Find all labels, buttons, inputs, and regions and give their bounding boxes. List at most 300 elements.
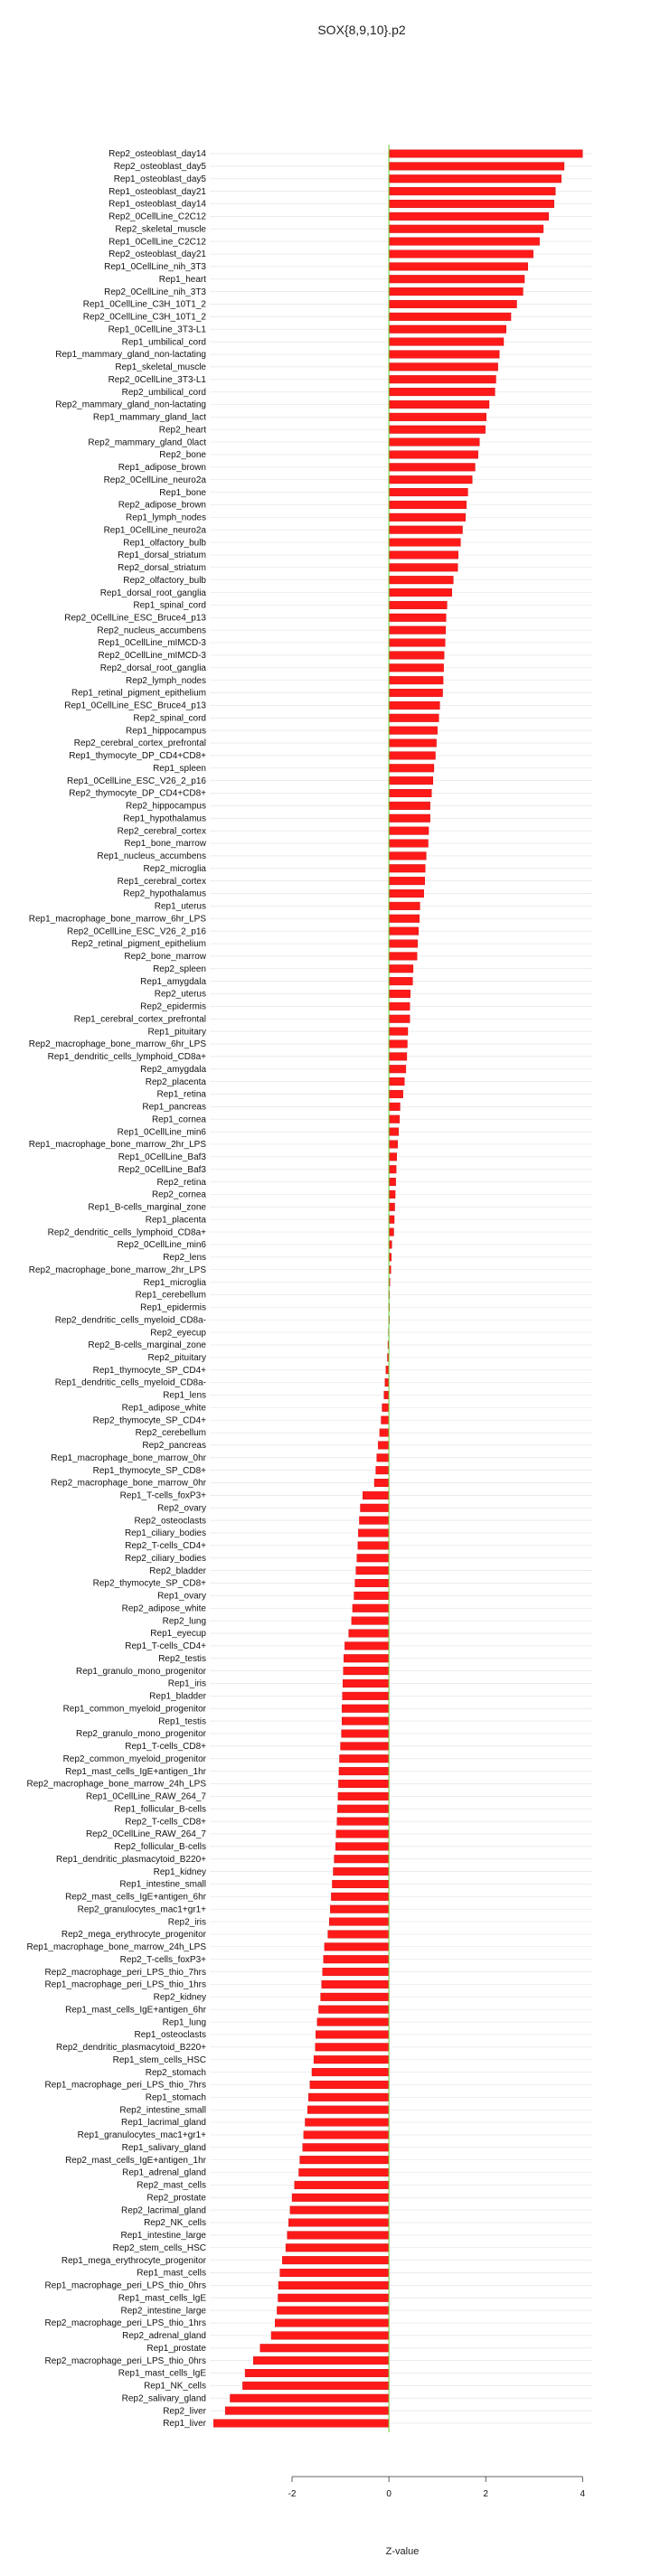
category-label: Rep1_macrophage_bone_marrow_0hr [51,1453,206,1463]
category-label: Rep1_common_myeloid_progenitor [62,1704,206,1715]
bar-Rep2_macrophage_peri_LPS_thio_1hrs [275,2319,389,2327]
bar-Rep2_placenta [389,1077,404,1086]
category-label: Rep2_ovary [157,1503,206,1514]
category-label: Rep1_osteoblast_day14 [108,199,206,210]
category-label: Rep2_follicular_B-cells [114,1842,206,1853]
bar-Rep2_spinal_cord [389,714,439,722]
bar-Rep2_epidermis [389,1002,410,1011]
x-tick-label: 4 [580,2489,586,2499]
category-label: Rep2_0CellLine_nih_3T3 [104,287,206,297]
bar-Rep2_0CellLine_neuro2a [389,475,472,484]
category-label: Rep1_0CellLine_min6 [117,1127,206,1138]
category-label: Rep1_hippocampus [126,726,206,737]
bar-Rep2_dorsal_root_ganglia [389,663,444,672]
bar-Rep2_intestine_small [307,2106,389,2114]
bar-Rep1_bladder [343,1692,389,1700]
bar-Rep2_nucleus_accumbens [389,626,446,635]
bar-Rep2_lacrimal_gland [290,2206,389,2214]
x-axis-label: Z-value [385,2546,420,2557]
bar-Rep2_uterus [389,990,410,998]
bar-Rep1_umbilical_cord [389,338,504,346]
category-label: Rep2_intestine_large [120,2306,206,2317]
bar-Rep1_0CellLine_ESC_V26_2_p16 [389,776,433,785]
category-label: Rep1_dendritic_plasmacytoid_B220+ [56,1854,206,1865]
bar-Rep1_intestine_large [288,2232,389,2240]
category-label: Rep1_cornea [151,1114,206,1125]
bar-Rep2_umbilical_cord [389,388,495,396]
bar-Rep2_macrophage_peri_LPS_thio_0hrs [253,2356,389,2364]
category-label: Rep2_mega_erythrocyte_progenitor [61,1930,206,1941]
category-label: Rep2_lacrimal_gland [121,2205,206,2216]
bar-Rep2_mast_cells_IgE+antigen_6hr [331,1893,389,1901]
category-label: Rep1_cerebral_cortex [117,876,206,887]
bar-Rep1_dendritic_cells_lymphoid_CD8a+ [389,1053,407,1061]
bar-Rep1_granulo_mono_progenitor [344,1667,389,1675]
category-label: Rep1_0CellLine_3T3-L1 [108,324,206,335]
bar-Rep2_stomach [312,2068,389,2076]
bars [213,150,582,2428]
category-label: Rep1_dorsal_root_ganglia [99,588,206,598]
category-label: Rep1_bladder [149,1691,206,1702]
bar-Rep2_hippocampus [389,802,430,810]
category-label: Rep1_macrophage_bone_marrow_24h_LPS [26,1942,206,1953]
bar-Rep1_hypothalamus [389,814,430,823]
category-label: Rep1_cerebellum [135,1290,206,1301]
bar-Rep1_lens [384,1391,389,1399]
bar-Rep2_0CellLine_ESC_Bruce4_p13 [389,614,446,622]
bar-Rep1_T-cells_foxP3+ [363,1491,389,1500]
bar-Rep1_mast_cells_IgE [245,2369,389,2377]
bar-Rep2_salivary_gland [230,2394,389,2402]
category-label: Rep2_thymocyte_SP_CD4+ [92,1415,206,1426]
category-label: Rep2_retina [156,1177,206,1188]
category-label: Rep2_thymocyte_SP_CD8+ [92,1578,206,1589]
bar-Rep1_stomach [308,2093,389,2101]
bar-Rep1_dorsal_root_ganglia [389,588,452,597]
category-label: Rep2_bone [159,450,206,461]
category-label: Rep2_0CellLine_mIMCD-3 [98,651,206,662]
bar-Rep1_salivary_gland [303,2143,389,2151]
bar-Rep2_liver [225,2407,389,2415]
category-label: Rep2_stem_cells_HSC [112,2242,206,2253]
bar-Rep2_NK_cells [288,2219,389,2227]
category-label: Rep2_salivary_gland [121,2393,206,2404]
category-label: Rep2_0CellLine_ESC_V26_2_p16 [66,926,206,937]
bar-Rep2_macrophage_bone_marrow_6hr_LPS [389,1040,407,1048]
category-label: Rep1_macrophage_peri_LPS_thio_1hrs [44,1979,206,1990]
category-label: Rep1_thymocyte_DP_CD4+CD8+ [69,751,206,762]
category-label: Rep1_granulocytes_mac1+gr1+ [77,2130,206,2141]
bar-Rep2_common_myeloid_progenitor [339,1754,389,1763]
category-label: Rep2_umbilical_cord [121,387,206,398]
category-label: Rep2_microglia [143,863,206,874]
bar-Rep1_adipose_brown [389,464,475,472]
bar-Rep2_retina [389,1178,395,1186]
bar-Rep1_thymocyte_SP_CD8+ [376,1466,389,1474]
bar-Rep2_0CellLine_nih_3T3 [389,287,523,296]
category-label: Rep1_0CellLine_nih_3T3 [104,262,206,273]
bar-Rep2_dendritic_cells_lymphoid_CD8a+ [389,1228,393,1236]
bar-Rep1_eyecup [349,1630,389,1638]
category-label: Rep2_kidney [153,1992,206,2003]
category-label: Rep1_placenta [145,1215,206,1226]
bar-Rep1_placenta [389,1216,394,1224]
category-label: Rep2_retinal_pigment_epithelium [71,939,206,950]
bar-Rep1_mast_cells_IgE+antigen_1hr [339,1767,389,1775]
bar-Rep2_iris [329,1918,389,1926]
bar-Rep2_thymocyte_DP_CD4+CD8+ [389,789,431,797]
bar-Rep2_0CellLine_3T3-L1 [389,375,495,383]
category-label: Rep2_0CellLine_C3H_10T1_2 [82,312,206,323]
bar-Rep2_osteoblast_day14 [389,150,582,158]
bar-Rep1_osteoclasts [316,2031,389,2039]
bar-Rep1_0CellLine_RAW_264_7 [338,1792,389,1800]
bar-Rep1_mammary_gland_lact [389,413,486,421]
category-label: Rep2_epidermis [140,1001,206,1012]
category-label: Rep2_adipose_white [121,1603,206,1614]
bar-Rep1_cornea [389,1115,400,1123]
bar-Rep2_bone_marrow [389,953,417,961]
category-label: Rep1_iris [167,1678,206,1689]
bar-Rep1_pancreas [389,1103,400,1111]
category-label: Rep1_T-cells_CD4+ [125,1641,206,1652]
bar-Rep1_0CellLine_ESC_Bruce4_p13 [389,701,439,710]
bar-Rep1_0CellLine_Baf3 [389,1153,397,1161]
category-label: Rep2_heart [158,425,206,436]
bar-Rep1_mammary_gland_non-lactating [389,351,499,359]
bar-Rep1_macrophage_bone_marrow_0hr [377,1453,389,1462]
category-label: Rep2_iris [167,1917,206,1928]
bar-Rep2_mammary_gland_non-lactating [389,400,489,409]
bar-Rep1_stem_cells_HSC [314,2055,389,2064]
bar-Rep1_lung [317,2018,389,2026]
bar-Rep1_olfactory_bulb [389,539,460,547]
bar-Rep1_dendritic_plasmacytoid_B220+ [335,1855,390,1863]
category-label: Rep1_granulo_mono_progenitor [76,1666,206,1677]
category-label: Rep1_intestine_small [119,1879,206,1890]
category-label: Rep1_uterus [154,901,206,912]
category-label: Rep2_granulo_mono_progenitor [76,1729,206,1740]
category-label: Rep2_dendritic_cells_lymphoid_CD8a+ [47,1227,206,1238]
bar-Rep2_osteoblast_day5 [389,163,564,171]
bar-Rep1_skeletal_muscle [389,363,497,371]
bar-Rep2_0CellLine_Baf3 [389,1165,396,1173]
category-label: Rep2_mast_cells_IgE+antigen_1hr [65,2155,206,2166]
bar-Rep2_testis [344,1654,389,1662]
category-label: Rep1_follicular_B-cells [114,1804,206,1815]
category-label: Rep1_stomach [145,2092,206,2103]
category-label: Rep1_mega_erythrocyte_progenitor [61,2255,206,2266]
bar-Rep1_0CellLine_C2C12 [389,238,540,246]
bar-Rep1_pituitary [389,1028,408,1036]
bar-Rep2_cerebral_cortex [389,827,429,835]
category-label: Rep1_skeletal_muscle [115,362,206,373]
category-label: Rep2_testis [158,1653,206,1664]
bar-Rep2_bladder [356,1566,389,1575]
bar-Rep1_cerebral_cortex_prefrontal [389,1015,410,1023]
category-label: Rep1_macrophage_bone_marrow_6hr_LPS [28,914,206,925]
category-label: Rep1_retinal_pigment_epithelium [71,688,206,699]
bar-Rep1_lymph_nodes [389,513,466,522]
category-label: Rep1_0CellLine_ESC_Bruce4_p13 [64,700,206,711]
bar-Rep2_spleen [389,964,413,973]
chart-title: SOX{8,9,10}.p2 [317,23,406,37]
bar-Rep2_0CellLine_RAW_264_7 [336,1830,389,1838]
bar-Rep1_thymocyte_DP_CD4+CD8+ [389,752,435,760]
category-label: Rep2_hippocampus [126,801,206,812]
bar-Rep2_mega_erythrocyte_progenitor [328,1931,389,1939]
category-label: Rep2_prostate [146,2193,206,2204]
bar-Rep2_macrophage_bone_marrow_24h_LPS [338,1780,389,1788]
category-label: Rep1_osteoblast_day21 [108,186,206,197]
category-label: Rep2_cerebellum [135,1428,206,1439]
category-label: Rep1_salivary_gland [121,2142,206,2153]
category-label: Rep1_T-cells_foxP3+ [119,1490,206,1501]
category-label: Rep1_thymocyte_SP_CD4+ [92,1365,206,1376]
bar-Rep1_bone_marrow [389,840,428,848]
category-label: Rep2_macrophage_peri_LPS_thio_1hrs [44,2318,206,2329]
bar-Rep1_uterus [389,902,420,910]
category-label: Rep1_dendritic_cells_myeloid_CD8a- [54,1377,206,1388]
bar-Rep1_follicular_B-cells [337,1805,389,1813]
category-label: Rep2_macrophage_bone_marrow_6hr_LPS [28,1039,206,1050]
bar-Rep1_mega_erythrocyte_progenitor [282,2256,389,2264]
category-label: Rep1_macrophage_peri_LPS_thio_0hrs [44,2280,206,2291]
bar-Rep2_0CellLine_ESC_V26_2_p16 [389,927,419,935]
category-label: Rep1_pancreas [142,1102,206,1113]
bar-Rep1_iris [343,1679,389,1688]
bar-Rep1_retina [389,1090,403,1098]
x-tick-label: -2 [288,2489,297,2499]
bar-Rep2_microglia [389,864,425,872]
category-label: Rep2_spleen [153,964,206,974]
bar-Rep2_adipose_brown [389,501,467,509]
bar-Rep2_mammary_gland_0lact [389,438,479,447]
category-label: Rep1_adrenal_gland [122,2167,206,2178]
category-label: Rep1_epidermis [140,1302,206,1313]
category-label: Rep2_amygdala [140,1064,206,1075]
category-label: Rep2_macrophage_bone_marrow_0hr [51,1478,206,1489]
bar-Rep1_cerebral_cortex [389,877,425,885]
bar-Rep1_0CellLine_3T3-L1 [389,325,506,334]
category-label: Rep1_ovary [157,1591,206,1602]
category-label: Rep1_0CellLine_C2C12 [108,237,206,248]
category-label: Rep2_bladder [149,1565,206,1576]
category-label: Rep1_dendritic_cells_lymphoid_CD8a+ [47,1052,206,1063]
category-label: Rep1_thymocyte_SP_CD8+ [92,1465,206,1476]
bar-Rep1_T-cells_CD4+ [344,1642,389,1650]
bar-Rep1_adipose_white [382,1404,389,1412]
bar-Rep2_hypothalamus [389,889,424,898]
category-label: Rep1_cerebral_cortex_prefrontal [73,1014,206,1025]
bar-Rep1_mast_cells_IgE [278,2294,389,2302]
category-label: Rep2_stomach [145,2067,206,2078]
bar-Rep2_cerebellum [380,1429,389,1437]
category-label: Rep1_mast_cells_IgE [118,2368,206,2379]
bar-Rep1_intestine_small [332,1880,389,1888]
bar-Rep1_granulocytes_mac1+gr1+ [304,2131,389,2139]
category-label: Rep2_mast_cells [137,2180,206,2191]
category-label: Rep1_macrophage_peri_LPS_thio_7hrs [44,2080,206,2091]
bar-Rep2_granulo_mono_progenitor [342,1730,389,1738]
bar-Rep2_bone [389,451,478,459]
bar-Rep1_bone [389,488,467,496]
bar-Rep1_spleen [389,764,434,772]
bar-Rep2_adrenal_gland [271,2332,389,2340]
category-label: Rep1_kidney [153,1866,206,1877]
category-label: Rep1_amygdala [140,976,206,987]
bar-Rep1_kidney [334,1867,390,1876]
bar-Rep1_macrophage_bone_marrow_2hr_LPS [389,1141,398,1149]
category-label: Rep1_macrophage_bone_marrow_2hr_LPS [28,1140,206,1151]
category-label: Rep2_ciliary_bodies [124,1553,206,1564]
bar-Rep2_prostate [292,2194,389,2202]
bar-Rep1_lacrimal_gland [305,2119,389,2127]
category-label: Rep2_lung [162,1616,206,1627]
bar-Rep1_osteoblast_day21 [389,187,555,195]
category-label: Rep1_testis [158,1716,206,1727]
bar-Rep2_lung [352,1617,389,1625]
x-tick-label: 0 [386,2489,392,2499]
category-label: Rep2_common_myeloid_progenitor [62,1753,206,1764]
category-label: Rep2_0CellLine_Baf3 [118,1164,206,1175]
category-label: Rep1_0CellLine_mIMCD-3 [98,638,206,649]
bar-Rep2_thymocyte_SP_CD4+ [382,1416,390,1424]
category-label: Rep1_0CellLine_neuro2a [103,525,206,536]
bar-Rep2_granulocytes_mac1+gr1+ [330,1905,389,1913]
category-label: Rep2_0CellLine_ESC_Bruce4_p13 [64,613,206,624]
bar-Rep2_cerebral_cortex_prefrontal [389,739,436,747]
category-label: Rep2_cerebral_cortex [117,826,206,837]
category-label: Rep2_0CellLine_RAW_264_7 [85,1829,206,1840]
bar-Rep2_osteoblast_day21 [389,250,533,259]
category-label: Rep2_cerebral_cortex_prefrontal [73,738,206,749]
category-label: Rep2_mammary_gland_0lact [88,437,206,448]
category-label: Rep2_dorsal_striatum [118,563,206,574]
bar-Rep1_testis [342,1717,389,1725]
bar-Rep1_macrophage_bone_marrow_24h_LPS [325,1943,389,1951]
category-label: Rep2_T-cells_CD8+ [125,1817,206,1828]
category-label: Rep1_mast_cells_IgE [118,2293,206,2304]
bar-Rep2_0CellLine_C3H_10T1_2 [389,313,511,321]
category-label: Rep1_mammary_gland_non-lactating [55,350,206,361]
bar-Rep1_T-cells_CD8+ [341,1743,390,1751]
category-label: Rep2_mammary_gland_non-lactating [55,400,206,410]
bar-Rep2_stem_cells_HSC [286,2243,389,2252]
bar-Rep1_adrenal_gland [299,2168,390,2176]
bar-Rep2_macrophage_bone_marrow_0hr [374,1479,389,1487]
category-label: Rep2_lens [163,1253,206,1264]
bar-Rep1_dendritic_cells_myeloid_CD8a- [385,1378,389,1387]
category-label: Rep2_olfactory_bulb [123,575,206,586]
category-label: Rep1_dorsal_striatum [118,550,206,561]
bar-Rep1_mast_cells [280,2269,389,2277]
category-label: Rep2_liver [163,2406,206,2417]
bar-Rep2_osteoclasts [359,1517,389,1525]
category-label: Rep1_lens [163,1390,206,1401]
bar-Rep2_retinal_pigment_epithelium [389,940,418,948]
category-label: Rep2_skeletal_muscle [115,224,206,235]
bar-Rep2_follicular_B-cells [335,1843,389,1851]
category-label: Rep1_0CellLine_ESC_V26_2_p16 [66,776,206,786]
bar-Rep1_ovary [354,1592,390,1600]
bar-Rep1_mast_cells_IgE+antigen_6hr [318,2006,389,2014]
category-label: Rep2_bone_marrow [124,952,206,963]
bar-Rep2_mast_cells_IgE+antigen_1hr [300,2156,390,2164]
category-label: Rep1_liver [163,2419,206,2430]
bar-Rep2_ciliary_bodies [357,1554,389,1562]
bar-Rep2_0CellLine_mIMCD-3 [389,652,444,660]
bar-Rep2_0CellLine_C2C12 [389,212,549,221]
category-label: Rep1_mast_cells_IgE+antigen_6hr [65,2005,206,2016]
bar-Rep2_adipose_white [353,1604,389,1612]
category-label: Rep1_0CellLine_RAW_264_7 [85,1791,206,1802]
bar-Rep1_prostate [260,2344,389,2352]
bar-Rep2_cornea [389,1190,395,1199]
category-label: Rep2_macrophage_peri_LPS_thio_7hrs [44,1967,206,1978]
bar-Rep1_macrophage_peri_LPS_thio_1hrs [322,1980,389,1988]
category-label: Rep2_dendritic_cells_myeloid_CD8a- [54,1315,206,1326]
category-label: Rep1_osteoclasts [134,2030,206,2041]
category-label: Rep1_heart [158,274,206,285]
category-label: Rep2_adrenal_gland [122,2331,206,2342]
category-label: Rep2_granulocytes_mac1+gr1+ [77,1904,206,1915]
bar-Rep1_nucleus_accumbens [389,852,426,860]
bar-Rep2_T-cells_CD8+ [337,1818,389,1826]
category-label: Rep1_bone [159,487,206,498]
bar-Rep2_thymocyte_SP_CD8+ [355,1579,389,1587]
category-label: Rep1_T-cells_CD8+ [125,1742,206,1753]
category-labels [27,149,207,2429]
bar-Rep2_intestine_large [277,2307,389,2315]
category-label: Rep2_eyecup [150,1328,206,1339]
bar-Rep1_common_myeloid_progenitor [342,1705,389,1713]
category-label: Rep1_adipose_brown [118,463,206,474]
category-label: Rep1_nucleus_accumbens [97,851,206,862]
category-label: Rep2_pancreas [142,1441,206,1452]
category-label: Rep1_lacrimal_gland [121,2118,206,2129]
bar-Rep2_kidney [321,1993,389,2001]
category-label: Rep2_adipose_brown [118,500,206,511]
category-label: Rep1_prostate [146,2343,206,2354]
category-label: Rep2_macrophage_bone_marrow_24h_LPS [26,1779,206,1790]
category-label: Rep2_intestine_small [119,2105,206,2116]
category-label: Rep2_spinal_cord [133,713,206,724]
bar-Rep2_mast_cells [295,2181,389,2189]
bar-Rep2_dendritic_plasmacytoid_B220+ [316,2044,389,2052]
category-label: Rep1_0CellLine_C3H_10T1_2 [82,299,206,310]
bar-Rep1_0CellLine_nih_3T3 [389,263,528,271]
category-label: Rep1_microglia [143,1277,206,1288]
bar-Rep1_0CellLine_mIMCD-3 [389,639,445,647]
bar-Rep1_B-cells_marginal_zone [389,1203,394,1211]
category-label: Rep2_osteoclasts [134,1516,206,1527]
category-label: Rep2_osteoblast_day14 [108,149,206,160]
bar-Rep1_hippocampus [389,727,438,735]
category-label: Rep1_ciliary_bodies [124,1528,206,1539]
category-label: Rep1_lung [162,2017,206,2028]
category-label: Rep2_T-cells_foxP3+ [119,1954,206,1965]
category-label: Rep1_retina [156,1089,206,1100]
bar-Rep1_spinal_cord [389,601,447,609]
category-label: Rep1_umbilical_cord [121,337,206,348]
bar-Rep2_heart [389,426,486,434]
x-tick-label: 2 [483,2489,488,2499]
bar-Rep1_0CellLine_neuro2a [389,526,462,534]
category-label: Rep2_macrophage_bone_marrow_2hr_LPS [28,1264,206,1275]
category-label: Rep1_lymph_nodes [126,512,206,523]
category-label: Rep1_B-cells_marginal_zone [88,1202,206,1213]
